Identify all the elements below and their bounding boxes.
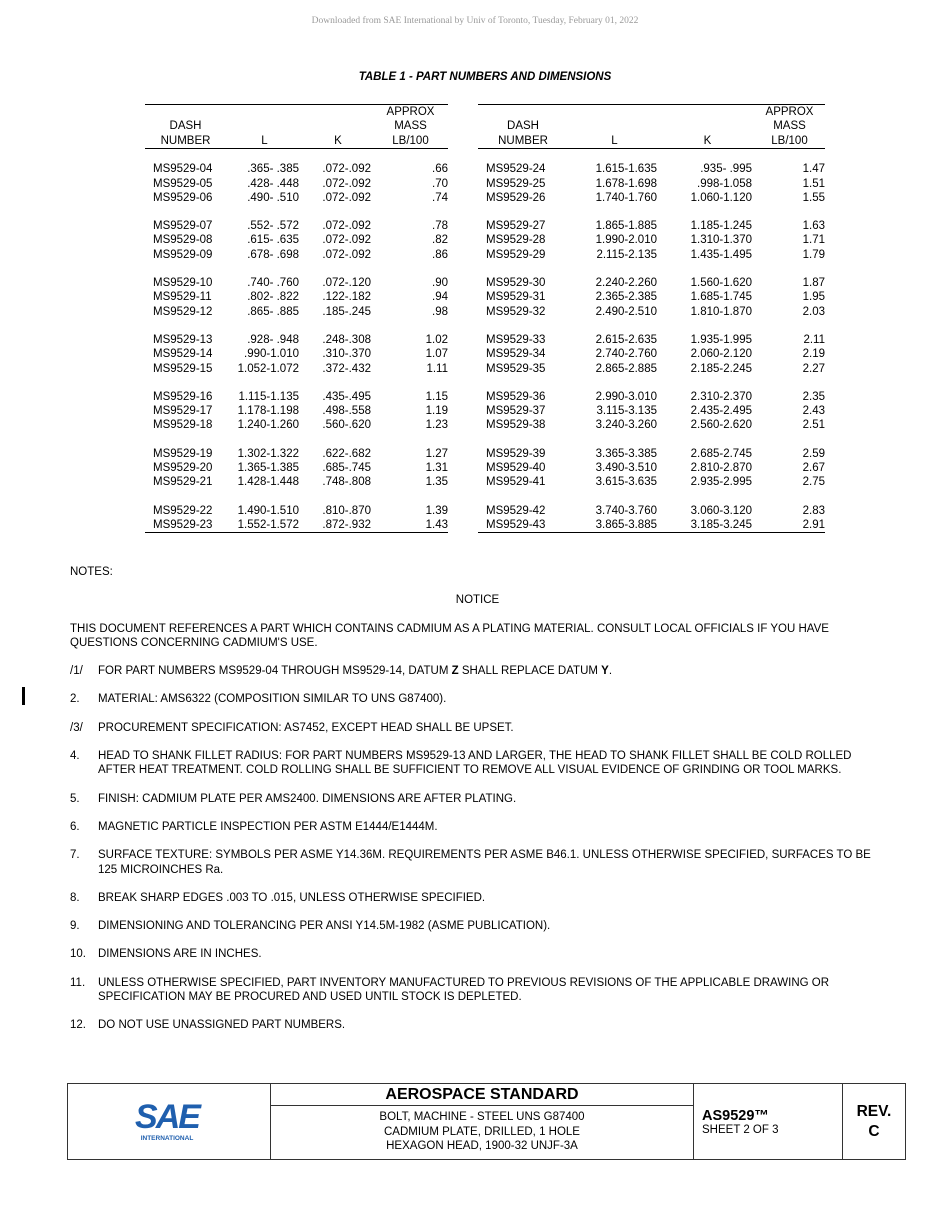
table-row [145, 390, 448, 404]
note-number: 4. [70, 750, 80, 763]
table-cell: 1.63 [802, 220, 825, 233]
table-cell: MS9529-21 [153, 476, 213, 489]
table-cell: 1.365-1.385 [237, 462, 299, 475]
revision-label: REV. [856, 1102, 892, 1120]
note-text: SURFACE TEXTURE: SYMBOLS PER ASME Y14.36M. REQUIREMENTS PER ASME B46.1. UNLESS OTHERWISE SPECIFIED, SURFACES TO BE 125 MICROINCHES Ra. [98, 849, 871, 876]
table-row [478, 219, 825, 233]
table-cell: .622-.682 [322, 447, 371, 460]
note-item [70, 749, 885, 778]
table-cell: 1.23 [425, 419, 448, 432]
table-cell: 2.810-2.870 [690, 462, 752, 475]
table-cell: .802- .822 [247, 291, 299, 304]
table-cell: 1.052-1.072 [237, 362, 299, 375]
table-cell: .810-.870 [322, 504, 371, 517]
table-row [145, 362, 448, 376]
table-cell: .310-.370 [322, 348, 371, 361]
description-line: HEXAGON HEAD, 1900-32 UNJF-3A [386, 1140, 578, 1152]
table-cell: 2.490-2.510 [595, 305, 657, 318]
table-cell: MS9529-36 [486, 390, 546, 403]
table-row [478, 305, 825, 319]
table-cell: MS9529-23 [153, 518, 213, 531]
table-cell: 2.060-2.120 [690, 348, 752, 361]
table-cell: 1.07 [425, 348, 448, 361]
table-cell: MS9529-32 [486, 305, 546, 318]
table-row [145, 191, 448, 205]
note-text: HEAD TO SHANK FILLET RADIUS: FOR PART NUMBERS MS9529-13 AND LARGER, THE HEAD TO SHANK FILLET SHALL BE COLD ROLLED AFTER HEAT TREATMENT. COLD ROLLING SHALL BE SUFFICIENT TO REMOVE ALL VISUAL EVIDENCE OF GRINDING OR TOOL MARKS. [98, 750, 852, 777]
table-cell: 2.115-2.135 [596, 248, 657, 261]
table-row [478, 233, 825, 247]
table-cell: .94 [432, 291, 448, 304]
table-cell: MS9529-08 [153, 234, 213, 247]
table-cell: 1.19 [425, 405, 448, 418]
header-l: L [226, 134, 303, 149]
table-row [478, 518, 825, 533]
table-cell: 3.865-3.885 [595, 518, 657, 531]
table-cell: 1.990-2.010 [595, 234, 657, 247]
table-cell: .185-.245 [322, 305, 371, 318]
note-text: FINISH: CADMIUM PLATE PER AMS2400. DIMENSIONS ARE AFTER PLATING. [98, 792, 517, 805]
table-cell: MS9529-35 [486, 362, 546, 375]
table-cell: .435-.495 [322, 390, 371, 403]
table-cell: 1.560-1.620 [690, 277, 752, 290]
table-cell: 3.490-3.510 [595, 462, 657, 475]
note-item [70, 792, 885, 806]
note-item [70, 721, 885, 735]
table-cell: 2.83 [802, 504, 825, 517]
table-cell: 2.615-2.635 [595, 333, 657, 346]
table-cell: 1.302-1.322 [237, 447, 299, 460]
table-cell: MS9529-39 [486, 447, 546, 460]
note-item [70, 1018, 885, 1032]
table-cell: MS9529-07 [153, 220, 213, 233]
table-cell: 1.178-1.198 [237, 405, 299, 418]
table-row [478, 162, 825, 176]
table-cell: 1.060-1.120 [690, 191, 752, 204]
table-cell: 1.27 [425, 447, 448, 460]
logo-subtext: INTERNATIONAL [140, 1135, 194, 1142]
note-text: PROCUREMENT SPECIFICATION: AS7452, EXCEPT HEAD SHALL BE UPSET. [98, 721, 514, 734]
table-cell: .990-1.010 [244, 348, 299, 361]
table-cell: MS9529-26 [486, 191, 546, 204]
description-line: BOLT, MACHINE - STEEL UNS G87400 [379, 1111, 585, 1123]
note-text: DIMENSIONS ARE IN INCHES. [98, 948, 262, 961]
table-cell: .072-.092 [322, 177, 371, 190]
revision-value: C [868, 1122, 880, 1140]
table-cell: 1.435-1.495 [690, 248, 752, 261]
note-number: 11. [70, 976, 86, 989]
table-cell: .248-.308 [322, 333, 371, 346]
table-cell: 1.87 [802, 277, 825, 290]
table-cell: 1.39 [425, 504, 448, 517]
table-cell: MS9529-17 [153, 405, 213, 418]
notice-text: THIS DOCUMENT REFERENCES A PART WHICH CONTAINS CADMIUM AS A PLATING MATERIAL. CONSULT LOCAL OFFICIALS IF YOU HAVE QUESTIONS CONCERNING CADMIUM'S USE. [70, 622, 829, 649]
table-row [478, 504, 825, 518]
table-cell: .740- .760 [247, 277, 299, 290]
table-cell: 1.685-1.745 [690, 291, 752, 304]
table-cell: 1.428-1.448 [237, 476, 299, 489]
notes-section [70, 565, 885, 1033]
table-cell: .615- .635 [247, 234, 299, 247]
table-cell: 3.740-3.760 [595, 504, 657, 517]
standard-title: AEROSPACE STANDARD [271, 1084, 693, 1106]
table-cell: .072-.092 [322, 191, 371, 204]
table-cell: .872-.932 [322, 518, 371, 531]
table-cell: 2.19 [802, 348, 825, 361]
table-row [478, 461, 825, 475]
table-cell: MS9529-41 [486, 476, 546, 489]
table-cell: .998-1.058 [697, 177, 752, 190]
table-cell: MS9529-09 [153, 248, 213, 261]
table-cell: 1.47 [802, 163, 825, 176]
note-number: /1/ [70, 665, 83, 678]
table-cell: 1.552-1.572 [237, 518, 299, 531]
note-text: DO NOT USE UNASSIGNED PART NUMBERS. [98, 1019, 346, 1032]
table-row [478, 248, 825, 262]
note-number: 9. [70, 920, 80, 933]
note-text: MATERIAL: AMS6322 (COMPOSITION SIMILAR TO UNS G87400). [98, 693, 447, 706]
table-cell: 1.935-1.995 [690, 333, 752, 346]
table-cell: .552- .572 [247, 220, 299, 233]
table-cell: MS9529-16 [153, 390, 213, 403]
header-k: K [303, 134, 373, 149]
table-row [478, 191, 825, 205]
table-cell: 1.71 [802, 234, 825, 247]
header-l: L [568, 134, 661, 149]
table-cell: MS9529-12 [153, 305, 213, 318]
table-cell: .98 [432, 305, 448, 318]
title-block [67, 1083, 906, 1160]
table-cell: MS9529-11 [153, 291, 212, 304]
table-cell: 2.35 [802, 390, 825, 403]
table-row [145, 305, 448, 319]
table-cell: MS9529-05 [153, 177, 213, 190]
table-cell: 1.740-1.760 [595, 191, 657, 204]
table-cell: .86 [432, 248, 448, 261]
sae-logo-icon [129, 1098, 209, 1142]
table-cell: .490- .510 [247, 191, 299, 204]
table-row [145, 404, 448, 418]
table-cell: MS9529-14 [153, 348, 213, 361]
table-cell: .365- .385 [247, 163, 299, 176]
table-cell: 3.615-3.635 [595, 476, 657, 489]
table-cell: .498-.558 [322, 405, 371, 418]
table-cell: 2.51 [802, 419, 825, 432]
note-text: BREAK SHARP EDGES .003 TO .015, UNLESS OTHERWISE SPECIFIED. [98, 891, 486, 904]
table-cell: .122-.182 [322, 291, 371, 304]
standard-cell [271, 1084, 694, 1160]
part-table-left [145, 104, 448, 533]
table-cell: 2.865-2.885 [595, 362, 657, 375]
table-cell: .072-.120 [322, 277, 371, 290]
datum-y: Y [601, 665, 609, 678]
table-cell: MS9529-22 [153, 504, 213, 517]
note-text: MAGNETIC PARTICLE INSPECTION PER ASTM E1444/E1444M. [98, 820, 438, 833]
table-cell: 2.935-2.995 [690, 476, 752, 489]
table-row [145, 162, 448, 176]
table-cell: 2.435-2.495 [690, 405, 752, 418]
table-cell: .935- .995 [700, 163, 752, 176]
table-cell: .072-.092 [322, 234, 371, 247]
table-cell: 1.02 [425, 333, 448, 346]
table-row [478, 333, 825, 347]
note-number: 10. [70, 948, 86, 961]
note-item [70, 919, 885, 933]
table-cell: 2.560-2.620 [690, 419, 752, 432]
table-cell: 1.310-1.370 [690, 234, 752, 247]
table-row [478, 290, 825, 304]
table-cell: 2.240-2.260 [595, 277, 657, 290]
table-cell: .372-.432 [322, 362, 371, 375]
description-line: CADMIUM PLATE, DRILLED, 1 HOLE [384, 1125, 580, 1138]
note-text: . [608, 665, 613, 678]
table-cell: 2.67 [802, 462, 825, 475]
table-cell: MS9529-42 [486, 504, 546, 517]
table-row [145, 504, 448, 518]
table-cell: .072-.092 [322, 248, 371, 261]
note-number: 2. [70, 693, 80, 706]
table-cell: .70 [432, 177, 448, 190]
table-cell: MS9529-18 [153, 419, 213, 432]
table-cell: 3.240-3.260 [595, 419, 657, 432]
table-cell: 2.185-2.245 [690, 362, 752, 375]
table-cell: MS9529-28 [486, 234, 546, 247]
header-lb100: LB/100 [754, 134, 825, 149]
table-cell: MS9529-15 [153, 362, 213, 375]
table-cell: 1.490-1.510 [237, 504, 299, 517]
sheet-number: SHEET 2 OF 3 [702, 1123, 779, 1136]
table-cell: 1.115-1.135 [238, 390, 299, 403]
table-cell: .82 [432, 234, 448, 247]
document-number: AS9529™ [702, 1107, 769, 1124]
note-text: FOR PART NUMBERS MS9529-04 THROUGH MS9529-14, DATUM [98, 665, 452, 678]
note-number: 8. [70, 891, 80, 904]
table-cell: 1.95 [802, 291, 825, 304]
sae-logo [68, 1084, 271, 1160]
table-row [478, 447, 825, 461]
table-cell: .66 [432, 163, 448, 176]
note-number: 5. [70, 792, 80, 805]
table-row [145, 177, 448, 191]
header-number: NUMBER [145, 134, 226, 149]
table-cell: MS9529-31 [486, 291, 546, 304]
table-cell: MS9529-25 [486, 177, 546, 190]
table-cell: .072-.092 [322, 163, 371, 176]
table-row [478, 177, 825, 191]
table-cell: 2.365-2.385 [595, 291, 657, 304]
table-cell: 2.310-2.370 [690, 390, 752, 403]
table-cell: .072-.092 [322, 220, 371, 233]
table-cell: 1.240-1.260 [237, 419, 299, 432]
note-text: UNLESS OTHERWISE SPECIFIED, PART INVENTORY MANUFACTURED TO PREVIOUS REVISIONS OF THE APPLICABLE DRAWING OR SPECIFICATION MAY BE PROCURED AND USED UNTIL STOCK IS DEPLETED. [98, 976, 830, 1004]
header-approx: APPROX [373, 105, 448, 120]
header-lb100: LB/100 [373, 134, 448, 149]
table-cell: .748-.808 [322, 476, 371, 489]
table-cell: 3.060-3.120 [690, 504, 752, 517]
table-cell: 3.115-3.135 [596, 405, 657, 418]
table-row [145, 219, 448, 233]
datum-z: Z [451, 665, 459, 678]
table-row [478, 475, 825, 489]
header-dash: DASH [507, 120, 539, 133]
table-cell: .685-.745 [322, 462, 371, 475]
table-row [478, 362, 825, 376]
table-cell: 1.185-1.245 [690, 220, 752, 233]
table-cell: MS9529-13 [153, 333, 213, 346]
table-cell: 1.615-1.635 [595, 163, 657, 176]
table-cell: 2.91 [802, 518, 825, 531]
notice-heading: NOTICE [455, 594, 500, 607]
note-item [70, 976, 885, 1005]
table-row [145, 233, 448, 247]
table-cell: 1.31 [425, 462, 448, 475]
table-cell: 1.35 [425, 476, 448, 489]
table-cell: 2.990-3.010 [595, 390, 657, 403]
table-row [478, 418, 825, 432]
table-cell: 2.59 [802, 447, 825, 460]
table-cell: MS9529-33 [486, 333, 546, 346]
table-cell: .560-.620 [322, 419, 371, 432]
note-item [70, 692, 885, 706]
table-cell: MS9529-29 [486, 248, 546, 261]
note-item [70, 947, 885, 961]
table-cell: MS9529-37 [486, 405, 546, 418]
table-row [478, 347, 825, 361]
table-cell: 1.810-1.870 [690, 305, 752, 318]
note-text: DIMENSIONING AND TOLERANCING PER ANSI Y14.5M-1982 (ASME PUBLICATION). [98, 920, 551, 933]
table-cell: MS9529-38 [486, 419, 546, 432]
table-cell: MS9529-04 [153, 163, 213, 176]
note-item [70, 891, 885, 905]
table-row [145, 248, 448, 262]
header-approx: APPROX [754, 105, 825, 120]
table-cell: MS9529-30 [486, 277, 546, 290]
note-number: 6. [70, 820, 80, 833]
note-item [70, 664, 885, 678]
table-row [145, 418, 448, 432]
table-cell: MS9529-40 [486, 462, 546, 475]
table-row [145, 333, 448, 347]
download-notice: Downloaded from SAE International by Univ of Toronto, Tuesday, February 01, 2022 [311, 16, 639, 26]
table-cell: 1.678-1.698 [595, 177, 657, 190]
table-cell: .678- .698 [247, 248, 299, 261]
table-row [145, 447, 448, 461]
table-cell: MS9529-06 [153, 191, 213, 204]
table-cell: .78 [432, 220, 448, 233]
table-cell: MS9529-34 [486, 348, 546, 361]
table-row [145, 290, 448, 304]
table-row [145, 461, 448, 475]
table-cell: MS9529-19 [153, 447, 213, 460]
notes-heading: NOTES: [70, 566, 113, 578]
table-cell: .90 [432, 277, 448, 290]
table-cell: 1.55 [802, 191, 825, 204]
table-title: TABLE 1 - PART NUMBERS AND DIMENSIONS [358, 71, 612, 83]
table-cell: MS9529-10 [153, 277, 213, 290]
table-cell: 2.685-2.745 [690, 447, 752, 460]
table-cell: .428- .448 [247, 177, 299, 190]
table-cell: .74 [432, 191, 448, 204]
revision-cell [843, 1084, 906, 1160]
table-cell: 2.11 [803, 333, 825, 346]
table-cell: 2.43 [802, 405, 825, 418]
header-number: NUMBER [478, 134, 568, 149]
table-cell: 2.740-2.760 [595, 348, 657, 361]
table-cell: 1.43 [425, 518, 448, 531]
table-cell: .865- .885 [247, 305, 299, 318]
note-number: /3/ [70, 721, 83, 734]
table-cell: 1.865-1.885 [595, 220, 657, 233]
table-cell: .928- .948 [247, 333, 299, 346]
document-cell [694, 1084, 843, 1160]
table-cell: 2.27 [802, 362, 825, 375]
table-row [145, 475, 448, 489]
table-row [478, 390, 825, 404]
note-item [70, 848, 885, 877]
table-cell: MS9529-24 [486, 163, 546, 176]
header-dash: DASH [169, 120, 202, 133]
table-cell: 2.75 [802, 476, 825, 489]
header-k: K [661, 134, 754, 149]
revision-bar [22, 687, 25, 705]
note-text: SHALL REPLACE DATUM [458, 665, 602, 678]
table-cell: MS9529-20 [153, 462, 213, 475]
part-description [271, 1106, 693, 1154]
note-number: 7. [70, 849, 80, 862]
table-row [145, 276, 448, 290]
table-row [478, 276, 825, 290]
header-mass: MASS [773, 120, 806, 133]
table-cell: 3.365-3.385 [595, 447, 657, 460]
table-cell: 2.03 [802, 305, 825, 318]
table-cell: MS9529-27 [486, 220, 546, 233]
note-item [70, 820, 885, 834]
table-cell: 3.185-3.245 [690, 518, 752, 531]
table-row [145, 518, 448, 533]
table-cell: 1.11 [426, 362, 448, 375]
table-row [145, 347, 448, 361]
header-mass: MASS [394, 120, 427, 133]
logo-mark: SAE [135, 1098, 199, 1136]
table-cell: 1.79 [802, 248, 825, 261]
note-number: 12. [70, 1019, 86, 1032]
table-cell: 1.51 [802, 177, 825, 190]
table-cell: MS9529-43 [486, 518, 546, 531]
table-cell: 1.15 [425, 390, 448, 403]
part-table-right [478, 104, 825, 533]
table-row [478, 404, 825, 418]
